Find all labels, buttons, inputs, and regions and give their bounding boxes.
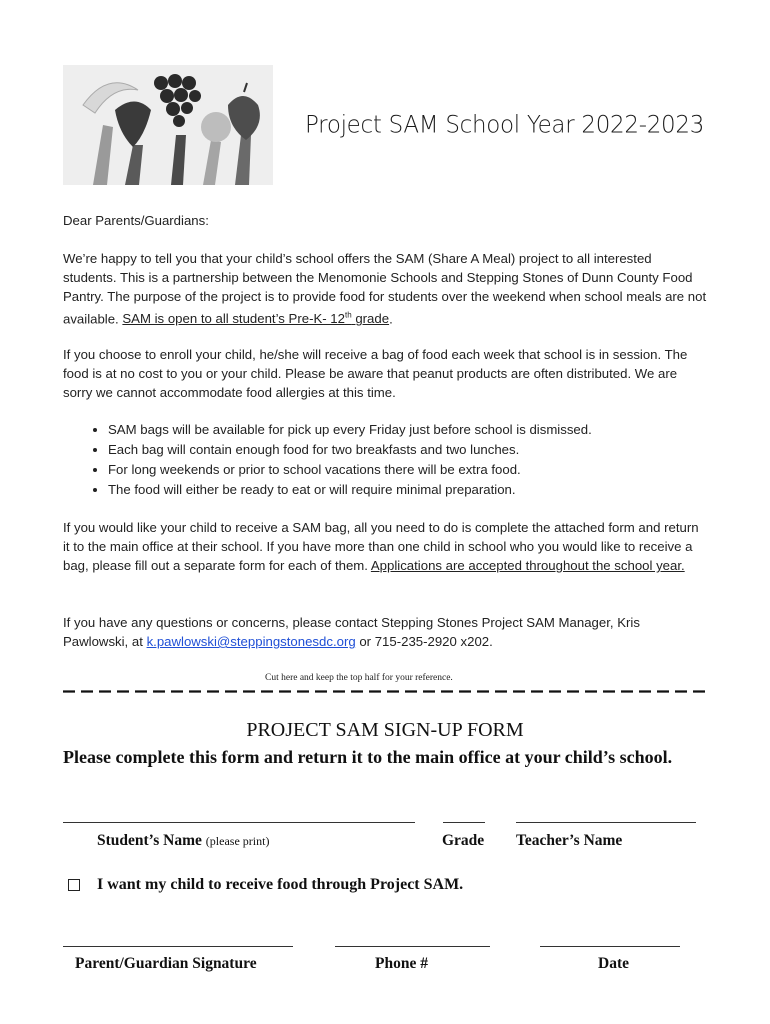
contact-text: If you have any questions or concerns, please contact Stepping Stones Project SAM Manager, Kris Pawlowski, at bbox=[63, 615, 640, 649]
phone-field[interactable] bbox=[335, 946, 490, 947]
page-title: Project SAM School Year 2022-2023 bbox=[305, 111, 705, 139]
grade-field[interactable] bbox=[443, 822, 485, 823]
signature-field[interactable] bbox=[63, 946, 293, 947]
consent-label: I want my child to receive food through Project SAM. bbox=[97, 876, 464, 893]
eligibility-superscript: th bbox=[344, 311, 352, 320]
list-item: • The food will either be ready to eat or will require minimal preparation. bbox=[108, 480, 753, 500]
eligibility-note bbox=[122, 311, 389, 326]
email-link[interactable]: k.pawlowski@steppingstonesdc.org bbox=[146, 634, 356, 649]
instructions-text: If you would like your child to receive a SAM bag, all you need to do is complete the attached form and return it to the main office at their school. If you have more than one child in school who you would like to receive a bag, please fill out a separate form for each of them. bbox=[63, 520, 699, 573]
date-label: Date bbox=[598, 955, 629, 972]
contact-paragraph bbox=[63, 613, 708, 651]
phone-label: Phone # bbox=[375, 955, 428, 972]
date-field[interactable] bbox=[540, 946, 680, 947]
details-list bbox=[63, 420, 753, 500]
hands-holding-fruit-image bbox=[63, 65, 273, 185]
form-title: PROJECT SAM SIGN-UP FORM bbox=[246, 719, 524, 741]
grade-label: Grade bbox=[442, 832, 485, 849]
student-name-hint: (please print) bbox=[205, 834, 270, 848]
consent-checkbox[interactable] bbox=[68, 879, 80, 891]
teacher-name-label: Teacher’s Name bbox=[516, 832, 623, 849]
list-item: • SAM bags will be available for pick up every Friday just before school is dismissed. bbox=[108, 420, 753, 440]
signature-label: Parent/Guardian Signature bbox=[75, 955, 257, 972]
student-name-label bbox=[97, 832, 269, 850]
teacher-name-field[interactable] bbox=[516, 822, 696, 823]
greeting: Dear Parents/Guardians: bbox=[63, 213, 209, 228]
intro-paragraph bbox=[63, 249, 708, 328]
instructions-paragraph bbox=[63, 518, 708, 575]
eligibility-text: SAM is open to all student’s Pre-K- 12 bbox=[122, 311, 345, 327]
intro-end: . bbox=[389, 311, 393, 327]
cut-line bbox=[63, 690, 708, 693]
eligibility-suffix: grade bbox=[351, 311, 390, 327]
enrollment-paragraph: If you choose to enroll your child, he/she will receive a bag of food each week that school is in session. The food is at no cost to you or your child. Please be aware that peanut products are often distributed. We are sorry we cannot accommodate food allergies at this time. bbox=[63, 347, 688, 400]
student-name-text: Student’s Name bbox=[97, 832, 202, 849]
form-instructions: Please complete this form and return it to the main office at your child’s school. bbox=[63, 747, 673, 767]
list-item: • Each bag will contain enough food for two breakfasts and two lunches. bbox=[108, 440, 753, 460]
cut-instruction: Cut here and keep the top half for your reference. bbox=[265, 673, 453, 683]
list-item: • For long weekends or prior to school vacations there will be extra food. bbox=[108, 460, 753, 480]
intro-text: We’re happy to tell you that your child’s school offers the SAM (Share A Meal) project to all interested students. This is a partnership between the Menomonie Schools and Stepping Stones of Dunn County Food Pantry. The purpose of the project is to provide food for students over the weekend when school meals are not available. bbox=[63, 251, 707, 327]
contact-phone: or 715-235-2920 x202. bbox=[355, 634, 493, 649]
applications-note: Applications are accepted throughout the school year. bbox=[370, 558, 685, 573]
student-name-field[interactable] bbox=[63, 822, 415, 823]
